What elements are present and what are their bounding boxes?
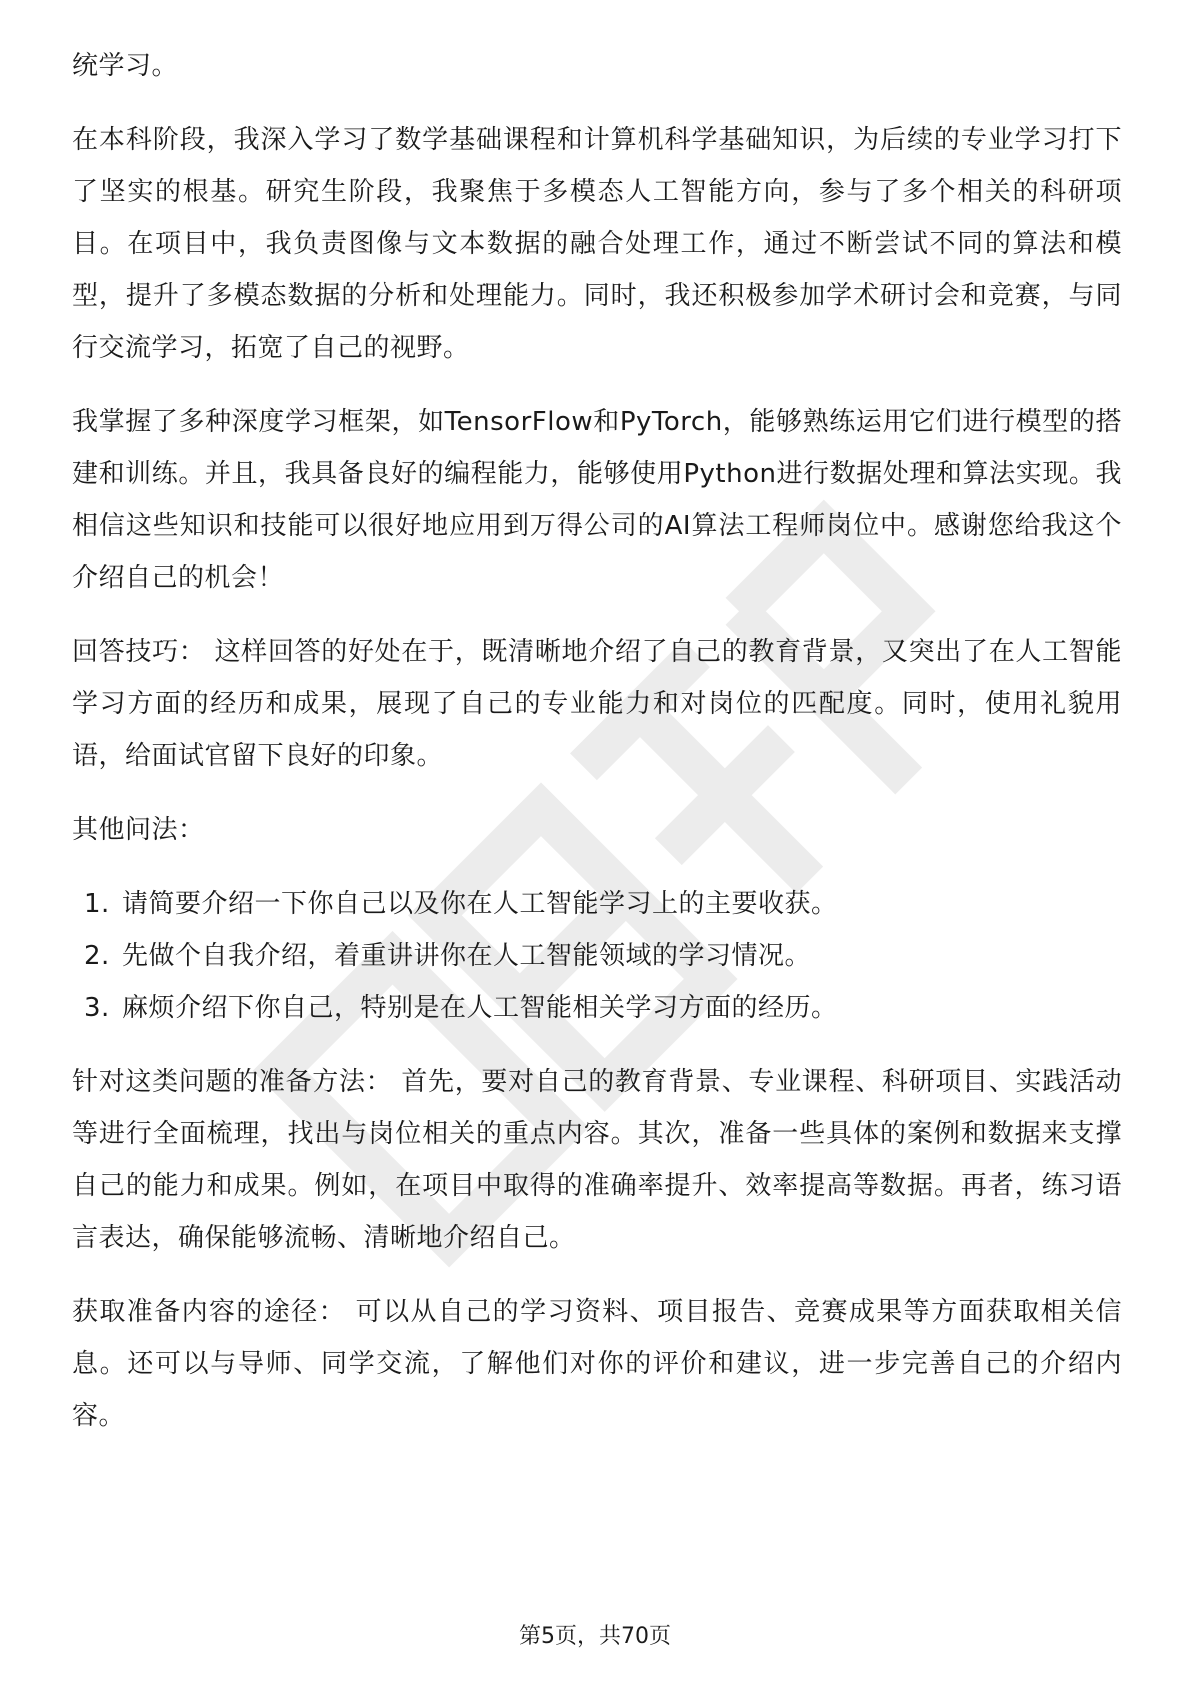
paragraph-skills: 我掌握了多种深度学习框架，如TensorFlow和PyTorch，能够熟练运用它们进行模型的搭建和训练。并且，我具备良好的编程能力，能够使用Python进行数据处理和算法实现。我相信这些知识和技能可以很好地应用到万得公司的AI算法工程师岗位中。感谢您给我这个介绍自己的机会！ (72, 407, 1122, 593)
list-item-text: 先做个自我介绍，着重讲讲你在人工智能领域的学习情况。 (122, 941, 812, 971)
paragraph-sources: 获取准备内容的途径： 可以从自己的学习资料、项目报告、竞赛成果等方面获取相关信息。还可以与导师、同学交流，了解他们对你的评价和建议，进一步完善自己的介绍内容。 (72, 1297, 1122, 1431)
list-item-text: 麻烦介绍下你自己，特别是在人工智能相关学习方面的经历。 (122, 993, 838, 1023)
list-item (72, 982, 1122, 1034)
paragraph-prep-method: 针对这类问题的准备方法： 首先，要对自己的教育背景、专业课程、科研项目、实践活动等进行全面梳理，找出与岗位相关的重点内容。其次，准备一些具体的案例和数据来支撑自己的能力和成果。例如，在项目中取得的准确率提升、效率提高等数据。再者，练习语言表达，确保能够流畅、清晰地介绍自己。 (72, 1067, 1122, 1253)
paragraph-continuation: 统学习。 (72, 51, 179, 81)
paragraph-education: 在本科阶段，我深入学习了数学基础课程和计算机科学基础知识，为后续的专业学习打下了坚实的根基。研究生阶段，我聚焦于多模态人工智能方向，参与了多个相关的科研项目。在项目中，我负责图像与文本数据的融合处理工作，通过不断尝试不同的算法和模型，提升了多模态数据的分析和处理能力。同时，我还积极参加学术研讨会和竞赛，与同行交流学习，拓宽了自己的视野。 (72, 125, 1122, 363)
list-item-number: 3. (84, 993, 110, 1023)
list-item (72, 878, 1122, 930)
paragraph-other-questions-heading: 其他问法： (72, 815, 205, 845)
list-item-text: 请简要介绍一下你自己以及你在人工智能学习上的主要收获。 (122, 889, 838, 919)
page-indicator: 第5页，共70页 (519, 1624, 671, 1649)
other-questions-list (72, 878, 1122, 1034)
paragraph-answer-tips: 回答技巧： 这样回答的好处在于，既清晰地介绍了自己的教育背景，又突出了在人工智能学习方面的经历和成果，展现了自己的专业能力和对岗位的匹配度。同时，使用礼貌用语，给面试官留下良好的印象。 (72, 637, 1122, 771)
list-item-number: 2. (84, 941, 110, 971)
list-item-number: 1. (84, 889, 110, 919)
list-item (72, 930, 1122, 982)
document-body (72, 40, 1122, 1464)
